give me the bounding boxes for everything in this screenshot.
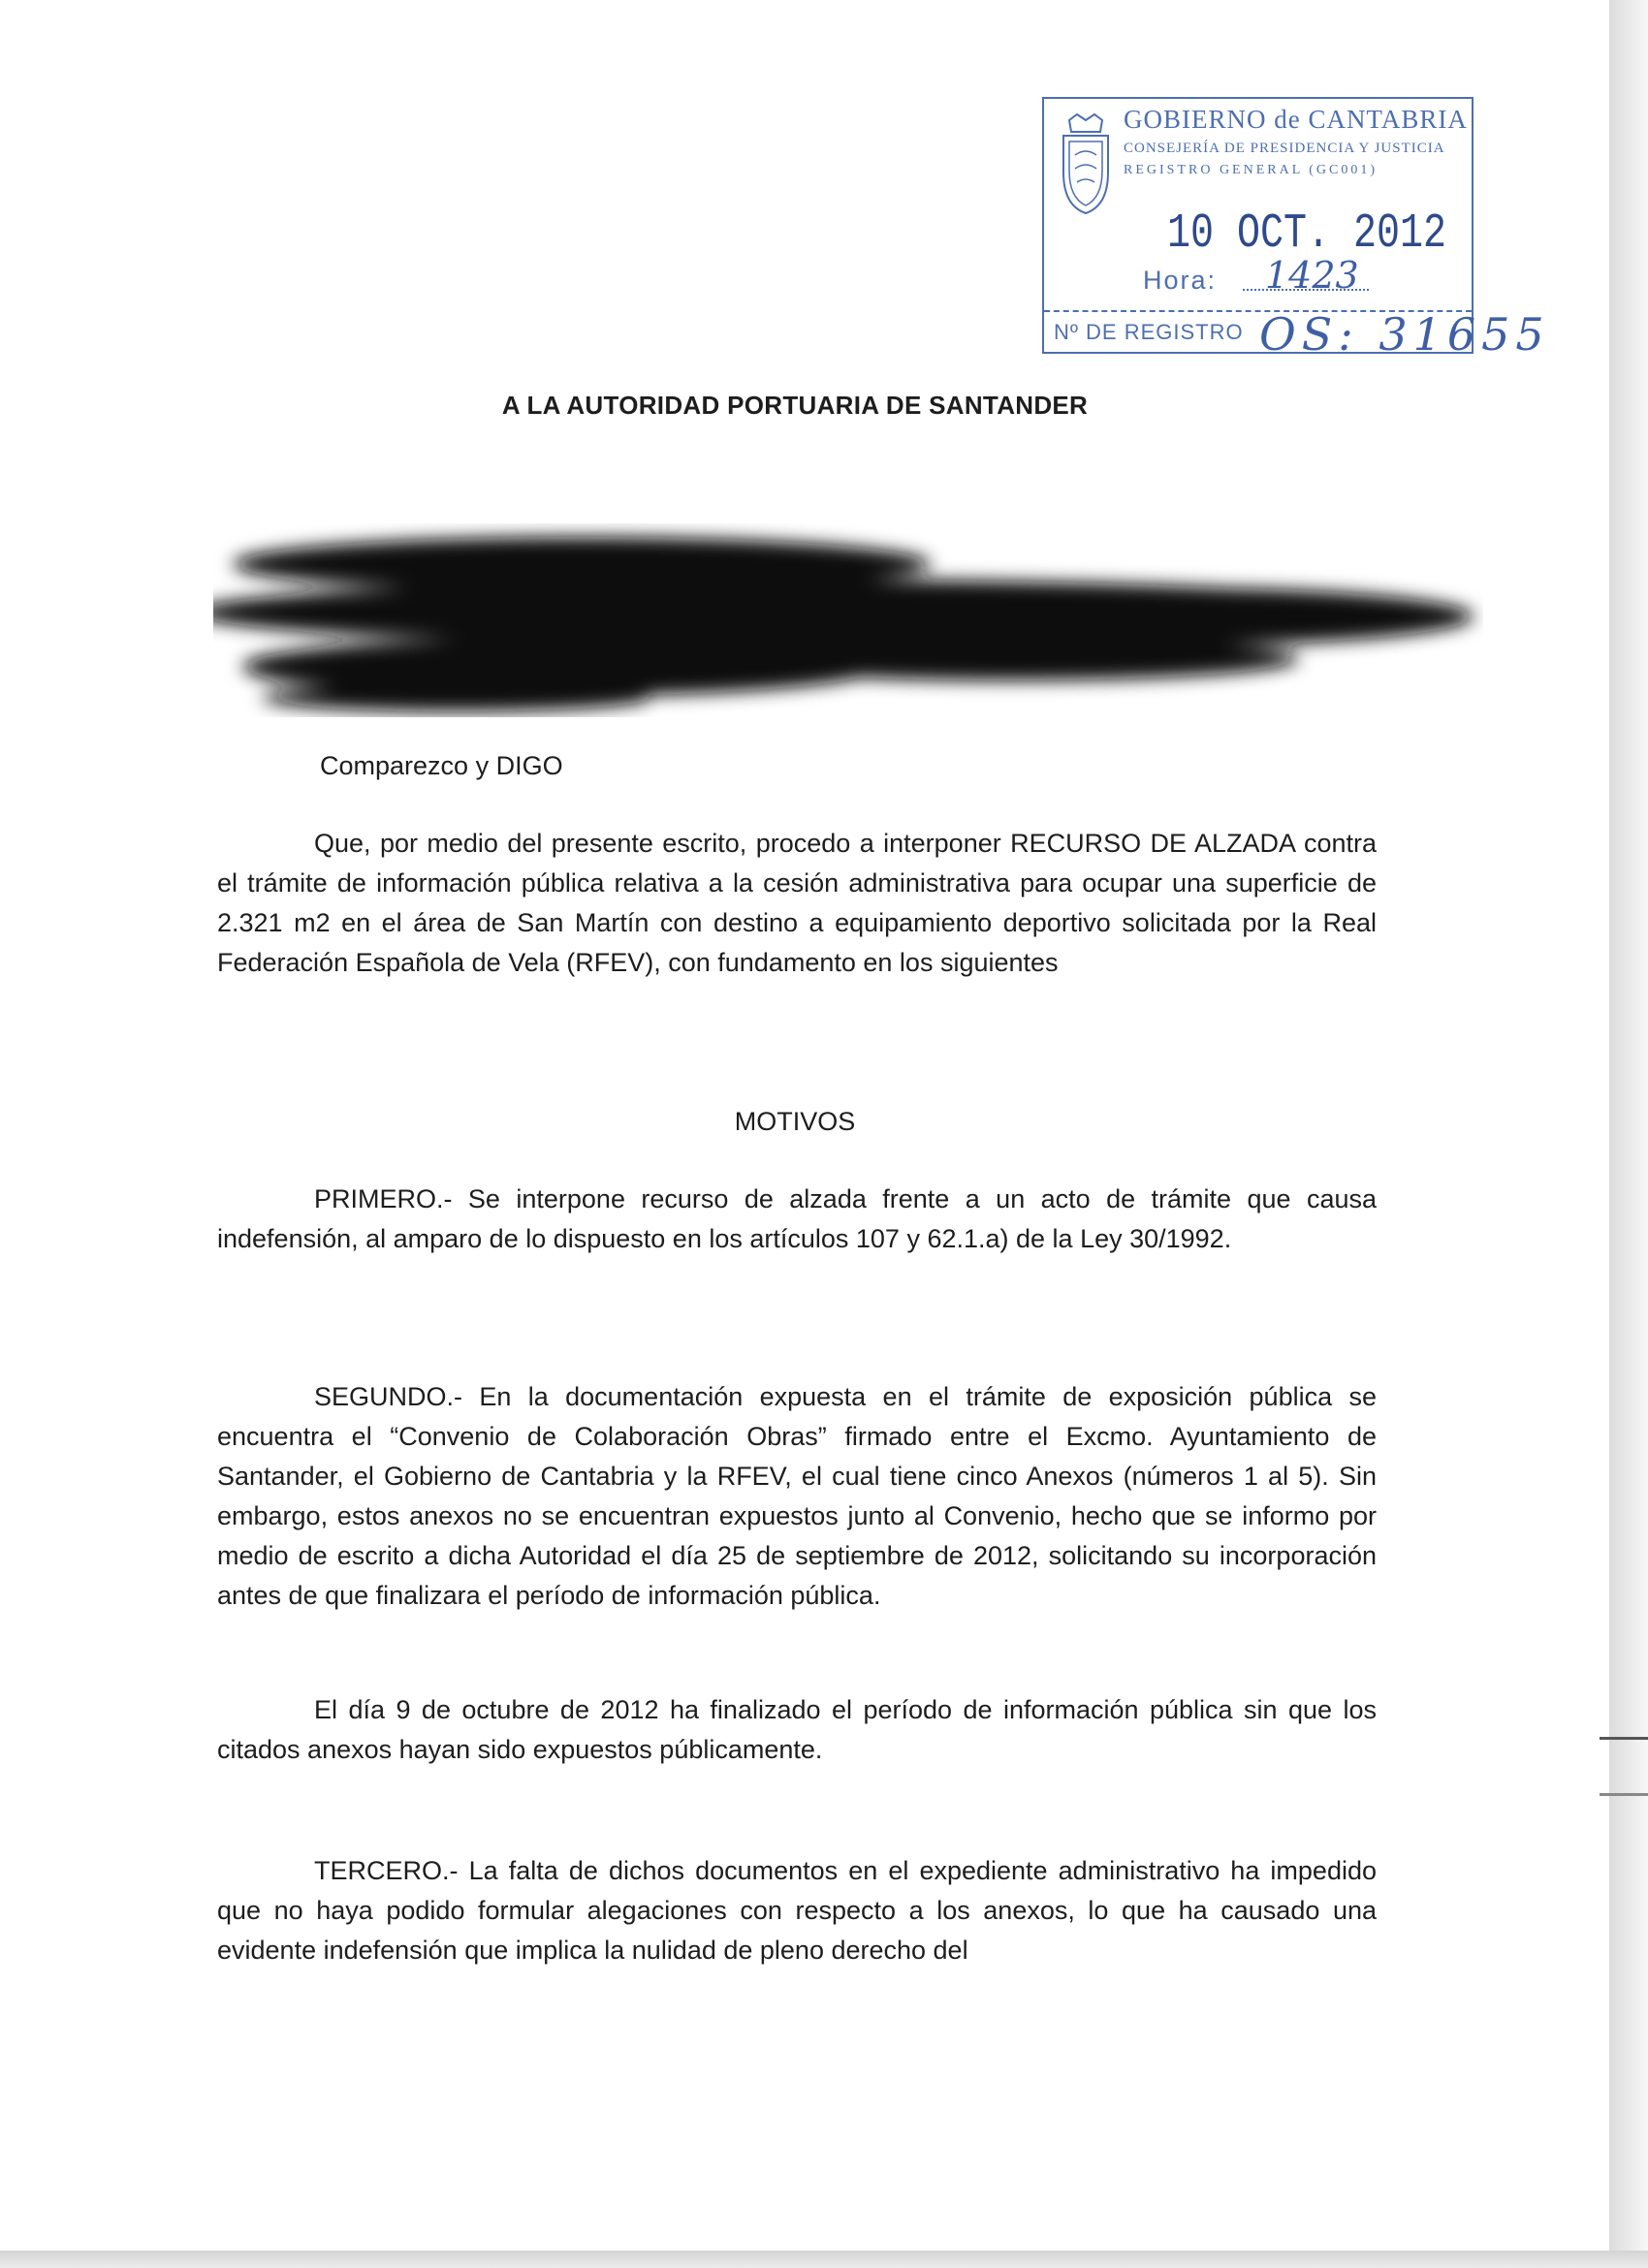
stamp-organization: GOBIERNO de CANTABRIA (1124, 105, 1468, 134)
motivos-heading: MOTIVOS (734, 1107, 856, 1136)
stamp-date: 10 OCT. 2012 (1167, 207, 1447, 263)
intro-paragraph: Que, por medio del presente escrito, procedo a interponer RECURSO DE ALZADA contra el trámite de información pública relativa a la cesión administrativa para ocupar una superficie de 2.321 m2 en el área de San Martín con destino a equipamiento deportivo solicitada por la Real Federación Española de Vela (RFEV), con fundamento en los siguientes (217, 829, 1377, 977)
stamp-department: CONSEJERÍA DE PRESIDENCIA Y JUSTICIA (1124, 141, 1445, 156)
coat-of-arms-icon (1056, 112, 1116, 219)
document-title: A LA AUTORIDAD PORTUARIA DE SANTANDER (501, 391, 1089, 420)
stamp-registry: REGISTRO GENERAL (GC001) (1124, 163, 1379, 177)
redacted-block (213, 523, 1483, 717)
stamp-registro-label: Nº DE REGISTRO (1054, 320, 1244, 344)
salutation: Comparezco y DIGO (320, 751, 563, 780)
stamp-hora-value: 1423 (1265, 254, 1359, 297)
stamp-registro-row (1044, 308, 1550, 361)
primero-paragraph: PRIMERO.- Se interpone recurso de alzada frente a un acto de trámite que causa indefensión, al amparo de lo dispuesto en los artículos 107 y 62.1.a) de la Ley 30/1992. (217, 1184, 1377, 1253)
scan-edge-mark (1600, 1793, 1648, 1796)
stamp-registro-number: OS: 31655 (1259, 308, 1550, 361)
finalizado-paragraph: El día 9 de octubre de 2012 ha finalizado el período de información pública sin que los citados anexos hayan sido expuestos públicamente. (217, 1695, 1377, 1764)
tercero-paragraph: TERCERO.- La falta de dichos documentos en el expediente administrativo ha impedido que no haya podido formular alegaciones con respecto a los anexos, lo que ha causado una evidente indefensión que implica la nulidad de pleno derecho del (217, 1856, 1377, 1965)
stamp-hora-label: Hora: (1143, 266, 1218, 295)
scan-bottom-edge (0, 2251, 1648, 2268)
registry-stamp (1042, 97, 1550, 361)
segundo-paragraph: SEGUNDO.- En la documentación expuesta en el trámite de exposición pública se encuentra el “Convenio de Colaboración Obras” firmado entre el Excmo. Ayuntamiento de Santander, el Gobierno de Cantabria y la RFEV, el cual tiene cinco Anexos (números 1 al 5). Sin embargo, estos anexos no se encuentran expuestos junto al Convenio, hecho que se informo por medio de escrito a dicha Autoridad el día 25 de septiembre de 2012, solicitando su incorporación antes de que finalizara el período de información pública. (217, 1382, 1377, 1610)
scan-right-edge (1609, 0, 1648, 2268)
scan-edge-mark (1600, 1737, 1648, 1740)
